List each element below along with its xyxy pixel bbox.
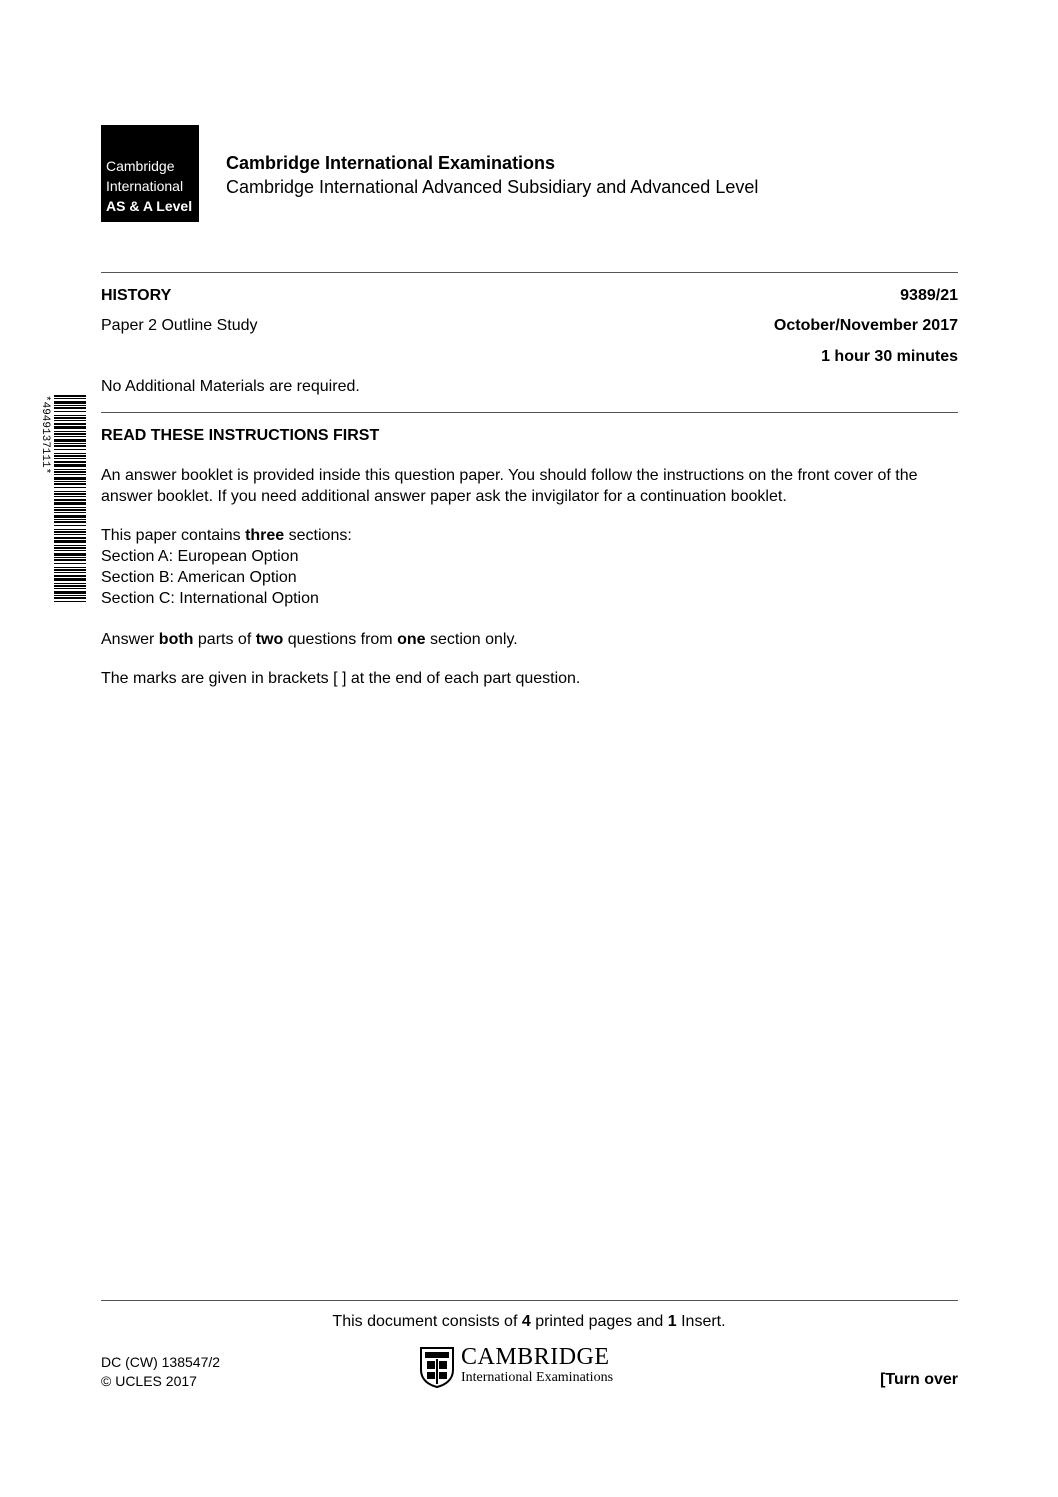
barcode-bar xyxy=(54,395,86,397)
barcode-bar xyxy=(54,405,86,406)
barcode-bar xyxy=(54,449,86,450)
page-count-note: This document consists of 4 printed pages and 1 Insert. xyxy=(332,1313,726,1330)
organisation-name: Cambridge International Examinations xyxy=(226,153,556,173)
subject-title: HISTORY xyxy=(101,287,172,304)
barcode-bar xyxy=(54,597,86,599)
barcode-bar xyxy=(54,461,86,463)
barcode-bar xyxy=(54,483,86,485)
barcode-bar xyxy=(54,439,86,442)
barcode-bar xyxy=(54,557,86,558)
barcode-bar xyxy=(54,487,86,488)
sections-count: three xyxy=(245,527,285,544)
barcode-bar xyxy=(54,469,86,470)
barcode-bar xyxy=(54,474,86,475)
barcode-bar xyxy=(54,423,86,425)
document-reference: DC (CW) 138547/2 xyxy=(101,1354,221,1370)
top-divider xyxy=(101,272,958,273)
barcode-bar xyxy=(54,417,86,419)
cambridge-shield-icon xyxy=(419,1346,455,1388)
barcode-bar xyxy=(54,471,86,473)
barcode-bar xyxy=(54,529,86,530)
barcode-bar xyxy=(54,464,86,467)
turn-over: [Turn over xyxy=(880,1371,958,1388)
barcode-bar xyxy=(54,563,86,564)
barcode-bar xyxy=(54,443,86,444)
barcode-bar xyxy=(54,493,86,495)
barcode-bar xyxy=(54,572,86,573)
barcode-bar xyxy=(54,588,86,589)
answer-instruction: Answer both parts of two questions from one section only. xyxy=(101,631,518,648)
section-b: Section B: American Option xyxy=(101,569,297,586)
cambridge-wordmark: CAMBRIDGE xyxy=(461,1344,610,1370)
barcode-bar xyxy=(54,436,86,437)
qualification-name: Cambridge International Advanced Subsidiary and Advanced Level xyxy=(226,177,759,197)
barcode-bar xyxy=(54,433,86,435)
barcode-bar xyxy=(54,426,86,429)
barcode-bar xyxy=(54,515,86,518)
barcode-bar xyxy=(54,455,86,457)
barcode-bar xyxy=(54,595,86,596)
barcode-bar xyxy=(54,401,86,404)
exam-session: October/November 2017 xyxy=(773,317,958,334)
paper-code: 9389/21 xyxy=(900,287,958,304)
barcode-bar xyxy=(54,398,86,399)
section-a: Section A: European Option xyxy=(101,548,299,565)
barcode-bar xyxy=(54,601,86,602)
barcode-bar xyxy=(54,415,86,416)
barcode-bar xyxy=(54,553,86,556)
paper-title: Paper 2 Outline Study xyxy=(101,317,258,334)
barcode-bar xyxy=(54,502,86,505)
barcode-bar xyxy=(54,411,86,412)
barcode-bar xyxy=(54,477,86,480)
barcode-bar xyxy=(54,583,86,584)
barcode-bar xyxy=(54,545,86,546)
barcode-bar xyxy=(54,481,86,482)
cambridge-wordmark-sub: International Examinations xyxy=(461,1370,614,1385)
barcode-bar xyxy=(54,550,86,551)
barcode-bar xyxy=(54,591,86,594)
barcode-bar xyxy=(54,407,86,409)
barcode-bar xyxy=(54,531,86,533)
barcode-icon xyxy=(40,395,86,602)
barcode-bar xyxy=(54,512,86,513)
barcode-bar xyxy=(54,578,86,581)
copyright: © UCLES 2017 xyxy=(101,1373,197,1389)
exam-duration: 1 hour 30 minutes xyxy=(821,348,958,365)
barcode-bar xyxy=(54,507,86,508)
barcode-bar xyxy=(54,496,86,497)
cambridge-as-a-level-logo xyxy=(101,125,199,222)
barcode-bar xyxy=(54,534,86,535)
barcode-bar xyxy=(54,525,86,526)
barcode-bar xyxy=(54,569,86,571)
sections-intro: This paper contains three sections: xyxy=(101,527,352,544)
materials-note: No Additional Materials are required. xyxy=(101,378,360,395)
barcode-bar xyxy=(54,499,86,501)
barcode-bar xyxy=(54,575,86,577)
barcode-bar xyxy=(54,491,86,492)
barcode-bar xyxy=(54,453,86,454)
marks-note: The marks are given in brackets [ ] at the end of each part question. xyxy=(101,670,581,687)
instructions-paragraph-1: An answer booklet is provided inside this question paper. You should follow the instructions on the front cover of the answer booklet. If you need additional answer paper ask the invigilator for a continuation booklet. xyxy=(101,467,918,505)
barcode-bar xyxy=(54,567,86,568)
footer-divider xyxy=(101,1300,958,1301)
barcode-bar xyxy=(54,521,86,523)
barcode-bar xyxy=(54,540,86,543)
logo-line-1: Cambridge xyxy=(106,158,175,174)
logo-line-3: AS & A Level xyxy=(106,198,193,214)
barcode-bar xyxy=(54,585,86,587)
instructions-heading: READ THESE INSTRUCTIONS FIRST xyxy=(101,427,380,444)
barcode-bar xyxy=(54,519,86,520)
barcode-text: *4949137111* xyxy=(40,395,51,475)
barcode-bar xyxy=(54,431,86,432)
logo-line-2: International xyxy=(106,178,184,194)
barcode-bar xyxy=(54,559,86,561)
section-c: Section C: International Option xyxy=(101,590,319,607)
barcode-bar xyxy=(54,537,86,539)
barcode-bar xyxy=(54,547,86,549)
barcode-bar xyxy=(54,509,86,511)
instructions-divider xyxy=(101,412,958,413)
barcode-bar xyxy=(54,445,86,447)
barcode-bar xyxy=(54,420,86,421)
barcode-bar xyxy=(54,458,86,459)
candidate-barcode xyxy=(40,395,86,602)
